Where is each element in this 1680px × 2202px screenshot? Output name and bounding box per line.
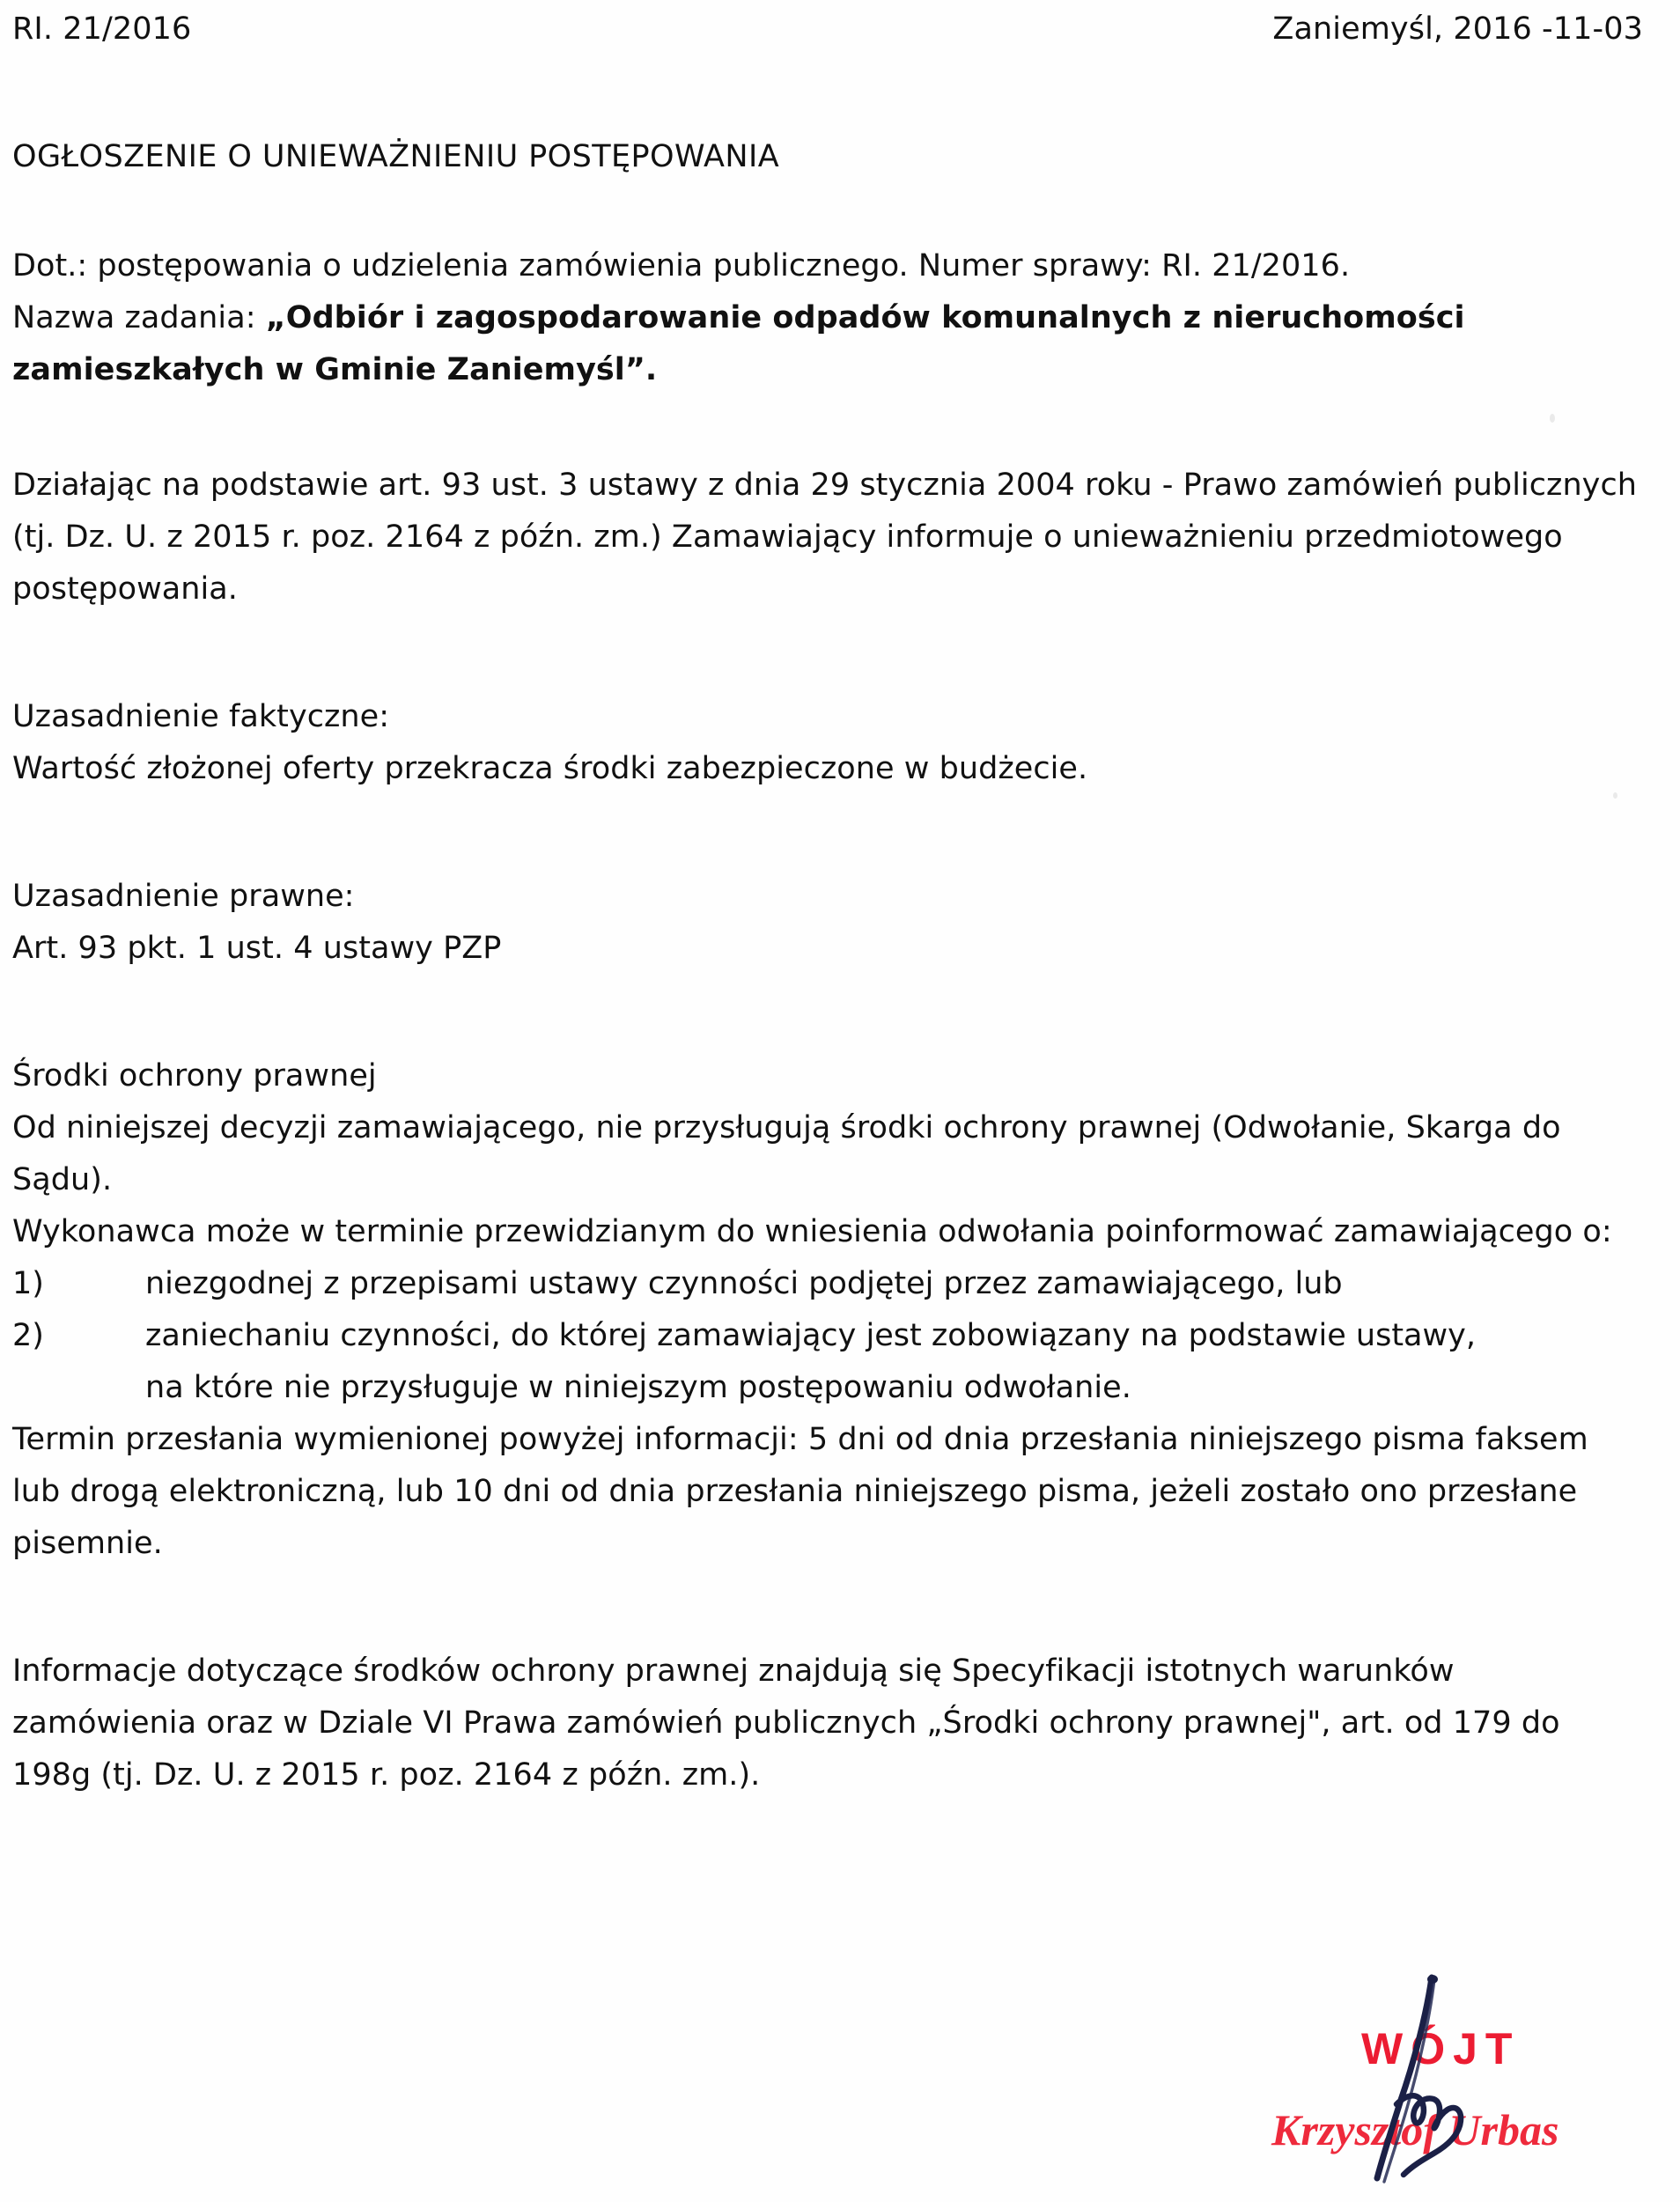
place-and-date: Zaniemyśl, 2016 -11-03 [1272,11,1643,47]
list-item [12,1310,1668,1362]
document-header [12,0,1668,49]
list-item-marker: 1) [12,1266,44,1302]
list-item [12,1258,1668,1310]
legal-remedies-paragraph-1: Od niniejszej decyzji zamawiającego, nie przysługują środki ochrony prawnej (Odwołanie, Skarga do Sądu). [12,1110,1561,1198]
list-item-label: zaniechaniu czynności, do której zamawiający jest zobowiązany na podstawie ustawy, [145,1318,1476,1354]
list-item-label: niezgodnej z przepisami ustawy czynności podjętej przez zamawiającego, lub [145,1266,1343,1302]
stamp-signer-name: Krzysztof Urbas [1271,2105,1559,2154]
legal-basis-paragraph: Działając na podstawie art. 93 ust. 3 ustawy z dnia 29 stycznia 2004 roku - Prawo zamówień publicznych (tj. Dz. U. z 2015 r. poz. 2164 z późn. zm.) Zamawiający informuje o unieważnieniu przedmiotowego postępowania. [12,468,1637,608]
factual-justification-heading: Uzasadnienie faktyczne: [12,699,390,735]
legal-remedies-list [12,1258,1668,1362]
subject-line [12,240,1641,292]
list-item-marker: 2) [12,1318,44,1354]
task-label: Nazwa zadania: [12,300,266,336]
closing-paragraph: Informacje dotyczące środków ochrony prawnej znajdują się Specyfikacji istotnych warunków zamówienia oraz w Dziale VI Prawa zamówień publicznych „Środki ochrony prawnej", art. od 179 do 198g (tj. Dz. U. z 2015 r. poz. 2164 z późn. zm.). [12,1653,1560,1793]
legal-justification-body: Art. 93 pkt. 1 ust. 4 ustawy PZP [12,931,502,967]
stamp-office-title: WÓJT [1361,2024,1521,2073]
task-name-line [12,292,1641,396]
legal-justification-heading: Uzasadnienie prawne: [12,879,355,915]
subject-text: Dot.: postępowania o udzielenia zamówienia publicznego. Numer sprawy: RI. 21/2016. [12,248,1351,284]
handwritten-signature [1308,1970,1537,2191]
task-name: „Odbiór i zagospodarowanie odpadów komunalnych z nieruchomości zamieszkałych w Gminie Zaniemyśl”. [12,300,1465,388]
list-item-continuation: na które nie przysługuje w niniejszym postępowaniu odwołanie. [145,1370,1131,1406]
reference-number: RI. 21/2016 [12,11,192,47]
legal-remedies-paragraph-2: Wykonawca może w terminie przewidzianym do wniesienia odwołania poinformować zamawiającego o: [12,1214,1612,1250]
deadline-paragraph: Termin przesłania wymienionej powyżej informacji: 5 dni od dnia przesłania niniejszego pisma faksem lub drogą elektroniczną, lub 10 dni od dnia przesłania niniejszego pisma, jeżeli zostało ono przesłane pisemnie. [12,1422,1588,1562]
page-title: OGŁOSZENIE O UNIEWAŻNIENIU POSTĘPOWANIA [12,138,780,174]
document-body [12,0,1668,1801]
legal-remedies-heading: Środki ochrony prawnej [12,1058,377,1094]
signature-block [1268,1981,1655,2192]
factual-justification-body: Wartość złożonej oferty przekracza środki zabezpieczone w budżecie. [12,751,1088,787]
